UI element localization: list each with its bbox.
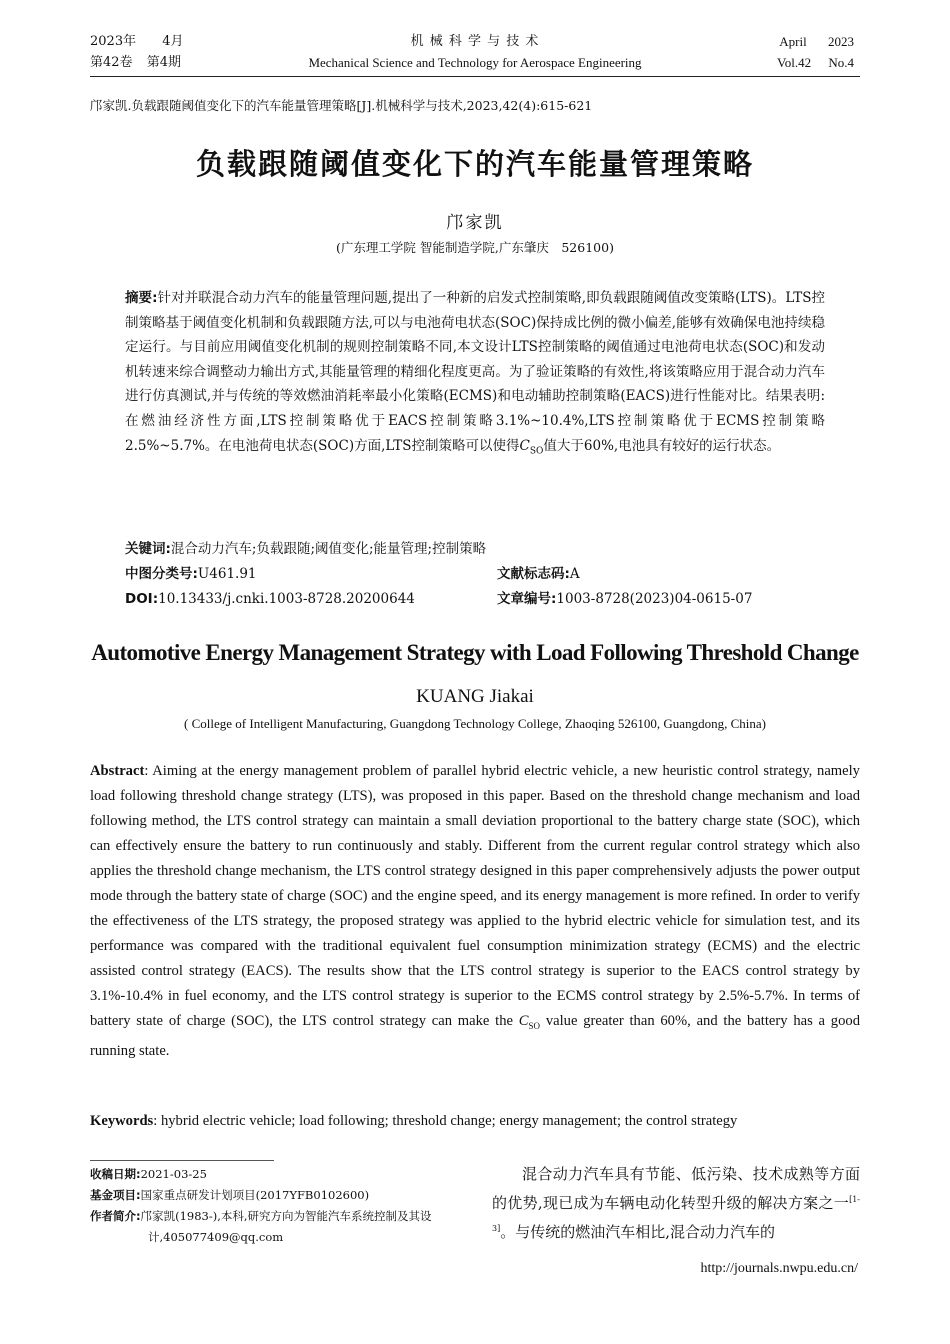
keywords-en-sep: :: [153, 1113, 161, 1129]
header-issue-cn: 第4期: [146, 55, 181, 70]
body-ref: [1-3]: [492, 1195, 860, 1233]
header-vol-cn: 第42卷: [90, 55, 133, 70]
fund-text: 国家重点研发计划项目(2017YFB0102600): [140, 1188, 370, 1202]
header-year-cn: 2023年: [90, 34, 137, 49]
footnotes: [90, 1164, 470, 1248]
keywords-cn: [125, 537, 486, 561]
header-journal-cn: 机 械 科 学 与 技 术: [410, 34, 540, 49]
footnote-bio: [90, 1206, 468, 1248]
header-rule: [90, 76, 860, 77]
header-year-en: 2023: [828, 34, 854, 49]
keywords-cn-text: 混合动力汽车;负载跟随;阈值变化;能量管理;控制策略: [170, 541, 487, 557]
affiliation-en: ( College of Intelligent Manufacturing, Guangdong Technology College, Zhaoqing 526100, Guangdong, China): [184, 716, 766, 731]
clc-number: [125, 562, 257, 586]
author-cn: 邝家凯: [446, 213, 504, 233]
clc-label: 中图分类号:: [125, 566, 198, 582]
doc-code-text: A: [569, 566, 580, 582]
bio-text: 邝家凯(1983-),本科,研究方向为智能汽车系统控制及其设计,405077409@qq.com: [140, 1209, 432, 1244]
header-volume-en: [777, 53, 854, 73]
keywords-en-text: hybrid electric vehicle; load following; threshold change; energy management; the control strategy: [160, 1113, 738, 1129]
author-en: KUANG Jiakai: [416, 686, 534, 707]
keywords-en-label: Keywords: [90, 1113, 154, 1129]
article-number: [497, 587, 752, 611]
affiliation-cn: (广东理工学院 智能制造学院,广东肇庆 526100): [336, 240, 614, 255]
header-month-en: April: [779, 34, 807, 49]
footer-url[interactable]: http://journals.nwpu.edu.cn/: [700, 1261, 858, 1276]
footnote-rule: [90, 1160, 274, 1161]
body-tail: 。与传统的燃油汽车相比,混合动力汽车的: [500, 1223, 775, 1241]
symbol-c: C: [519, 437, 530, 454]
symbol-sub-en: SO: [528, 1020, 541, 1031]
abstract-en-label: Abstract: [90, 763, 145, 779]
abstract-cn-text: 针对并联混合动力汽车的能量管理问题,提出了一种新的启发式控制策略,即负载跟随阈值改变策略(LTS)。LTS控制策略基于阈值变化机制和负载跟随方法,可以与电池荷电状态(SOC)保持成比例的微小偏差,能够有效确保电池持续稳定运行。与目前应用阈值变化机制的规则控制策略不同,本文设计LTS控制策略的阈值通过电池荷电状态(SOC)和发动机转速来综合调整动力输出方式,其能量管理的精细化程度更高。为了验证策略的有效性,将该策略应用于混合动力汽车进行仿真测试,并与传统的等效燃油消耗率最小化策略(ECMS)和电动辅助控制策略(EACS)进行性能对比。结果表明:在燃油经济性方面,LTS控制策略优于EACS控制策略3.1%~10.4%,LTS控制策略优于ECMS控制策略2.5%~5.7%。在电池荷电状态(SOC)方面,LTS控制策略可以使得: [125, 290, 825, 454]
article-no-label: 文章编号:: [497, 591, 557, 607]
keywords-en: [90, 1113, 860, 1130]
abstract-en: [90, 759, 860, 1064]
doc-code-label: 文献标志码:: [497, 566, 570, 582]
header-issue-en: No.4: [828, 55, 854, 70]
abstract-en-text: Aiming at the energy management problem of parallel hybrid electric vehicle, a new heuristic control strategy, namely load following threshold change strategy (LTS), was proposed in this paper. Based on the threshold change mechanism and load following method, the LTS control strategy can maintain a small deviation proportional to the battery charge state (SOC), which can effectively ensure the battery to run continuously and stably. Different from the current regular control strategy which also applies the threshold change mechanism, the LTS control strategy designed in this paper comprehensively adjusts the power output mode through the battery state of charge (SOC) and the engine speed, and its energy management is more refined. In order to verify the effectiveness of the LTS strategy, the proposed strategy was applied to the hybrid electric vehicle for simulation test, and its performance was compared with the traditional equivalent fuel consumption minimization strategy (ECMS) and the electric assisted control strategy (EACS). The results show that the LTS control strategy is superior to the EACS control strategy by 3.1%-10.4% in fuel economy, and the LTS control strategy is superior to the ECMS control strategy by 2.5%-5.7%. In terms of battery state of charge (SOC), the LTS control strategy can make the: [90, 763, 860, 1029]
bio-label: 作者简介:: [90, 1209, 141, 1223]
symbol-sub: SO: [529, 446, 544, 457]
header-date-en: [779, 32, 854, 52]
title-en: Automotive Energy Management Strategy with Load Following Threshold Change: [91, 640, 859, 665]
doi-text: 10.13433/j.cnki.1003-8728.20200644: [158, 591, 415, 607]
citation-line: 邝家凯.负载跟随阈值变化下的汽车能量管理策略[J].机械科学与技术,2023,42(4):615-621: [90, 98, 593, 113]
clc-text: U461.91: [197, 566, 257, 582]
received-label: 收稿日期:: [90, 1167, 141, 1181]
abstract-en-sep: :: [144, 763, 153, 779]
body-paragraph: [492, 1162, 860, 1245]
header-journal-en: Mechanical Science and Technology for Aerospace Engineering: [308, 55, 642, 70]
article-no-text: 1003-8728(2023)04-0615-07: [556, 591, 753, 607]
abstract-cn: [125, 286, 825, 464]
body-text: 混合动力汽车具有节能、低污染、技术成熟等方面的优势,现已成为车辆电动化转型升级的解决方案之一: [492, 1165, 860, 1212]
header-month-cn: 4月: [162, 34, 184, 49]
document-code: [497, 562, 580, 586]
title-cn: 负载跟随阈值变化下的汽车能量管理策略: [195, 147, 754, 181]
doi-label: DOI:: [125, 591, 159, 607]
footnote-received: [90, 1164, 470, 1185]
keywords-cn-label: 关键词:: [125, 541, 171, 557]
received-date: 2021-03-25: [140, 1167, 207, 1181]
abstract-cn-label: 摘要:: [125, 290, 158, 306]
abstract-en-tail: value greater than 60%, and the battery has a good running state.: [90, 1013, 860, 1059]
symbol-c-en: C: [518, 1013, 529, 1029]
fund-label: 基金项目:: [90, 1188, 141, 1202]
abstract-cn-tail: 值大于60%,电池具有较好的运行状态。: [543, 437, 781, 454]
footnote-fund: [90, 1185, 470, 1206]
doi-line: [125, 587, 415, 611]
header-vol-en: Vol.42: [777, 55, 812, 70]
